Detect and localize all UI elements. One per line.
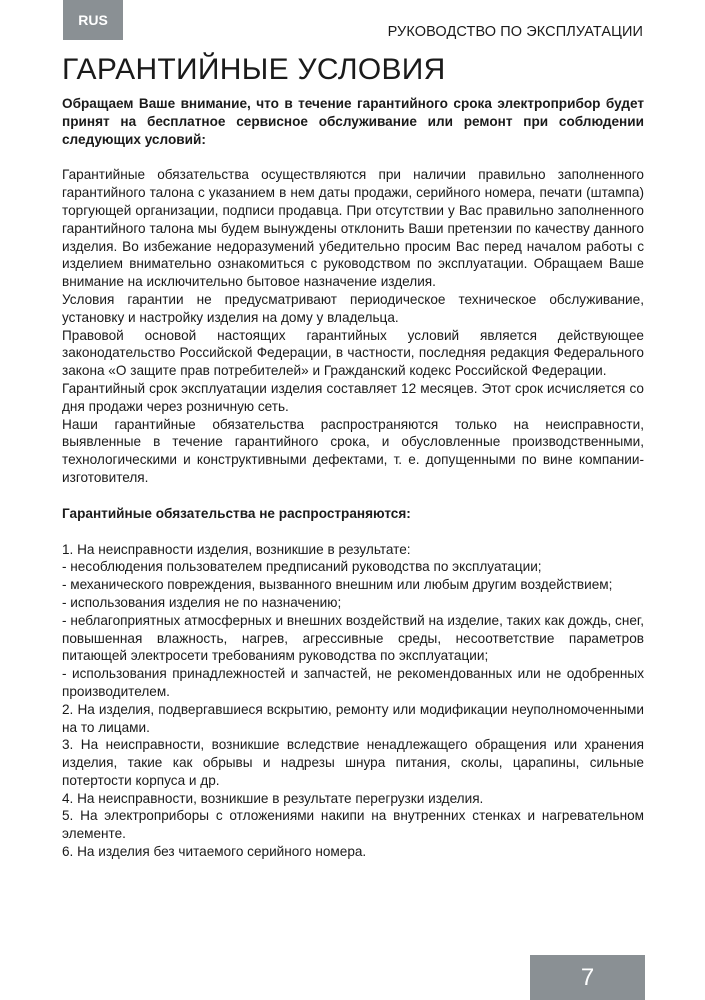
exclusion-item: - механического повреждения, вызванного внешним или любым другим воздействием; bbox=[62, 577, 613, 593]
document-body bbox=[62, 95, 644, 861]
paragraph: Гарантийные обязательства осуществляются при наличии правильно заполненного гарантийного талона с указанием в нем даты продажи, серийного номера, печати (штампа) торгующей организации, подписи продавца. При отсутствии у Вас правильно заполненного гарантийного талона мы будем вынуждены отклонить Ваши претензии по качеству данного изделия. Во избежание недоразумений убедительно просим Вас перед началом работы с изделием внимательно ознакомиться с руководством по эксплуатации. Обращаем Ваше внимание на исключительно бытовое назначение изделия. bbox=[62, 167, 644, 290]
language-tag-label: RUS bbox=[78, 12, 108, 28]
page-number: 7 bbox=[580, 963, 595, 991]
language-tag bbox=[63, 0, 123, 40]
exclusions-heading: Гарантийные обязательства не распространяются: bbox=[62, 505, 411, 521]
exclusion-item: 1. На неисправности изделия, возникшие в результате: bbox=[62, 541, 411, 557]
exclusion-item: 6. На изделия без читаемого серийного номера. bbox=[62, 844, 367, 860]
exclusion-item: - использования изделия не по назначению; bbox=[62, 594, 342, 610]
header-title: РУКОВОДСТВО ПО ЭКСПЛУАТАЦИИ bbox=[387, 24, 643, 40]
paragraph: Наши гарантийные обязательства распространяются только на неисправности, выявленные в течение гарантийного срока, и обусловленные производственными, технологическими и конструктивными дефектами, т. е. допущенными по вине компании-изготовителя. bbox=[62, 416, 644, 485]
exclusion-item: 3. На неисправности, возникшие вследствие ненадлежащего обращения или хранения изделия, такие как обрывы и надрезы шнура питания, сколы, царапины, сильные потертости корпуса и др. bbox=[62, 737, 644, 788]
exclusion-item: - неблагоприятных атмосферных и внешних воздействий на изделие, таких как дождь, снег, повышенная влажность, нагрев, агрессивные среды, несоответствие параметров питающей электросети требованиям руководства по эксплуатации; bbox=[62, 612, 644, 664]
exclusion-item: - несоблюдения пользователем предписаний руководства по эксплуатации; bbox=[62, 559, 542, 575]
exclusion-item: 5. На электроприборы с отложениями накипи на внутренних стенках и нагревательном элементе. bbox=[62, 808, 644, 842]
page-number-box bbox=[530, 955, 645, 1000]
page-title: ГАРАНТИЙНЫЕ УСЛОВИЯ bbox=[62, 53, 446, 86]
exclusion-item: - использования принадлежностей и запчастей, не рекомендованных или не одобренных производителем. bbox=[62, 666, 644, 699]
exclusion-item: 4. На неисправности, возникшие в результате перегрузки изделия. bbox=[62, 790, 484, 806]
paragraph: Условия гарантии не предусматривают периодическое техническое обслуживание, установку и настройку изделия на дому у владельца. bbox=[62, 291, 644, 325]
exclusion-item: 2. На изделия, подвергавшиеся вскрытию, ремонту или модификации неуполномоченными на то лицами. bbox=[62, 701, 644, 735]
paragraph: Правовой основой настоящих гарантийных условий является действующее законодательство Российской Федерации, в частности, последняя редакция Федерального закона «О защите прав потребителей» и Гражданский кодекс Российской Федерации. bbox=[62, 327, 644, 379]
intro-paragraph: Обращаем Ваше внимание, что в течение гарантийного срока электроприбор будет принят на бесплатное сервисное обслуживание или ремонт при соблюдении следующих условий: bbox=[62, 96, 644, 147]
paragraph: Гарантийный срок эксплуатации изделия составляет 12 месяцев. Этот срок исчисляется со дня продажи через розничную сеть. bbox=[62, 380, 644, 414]
